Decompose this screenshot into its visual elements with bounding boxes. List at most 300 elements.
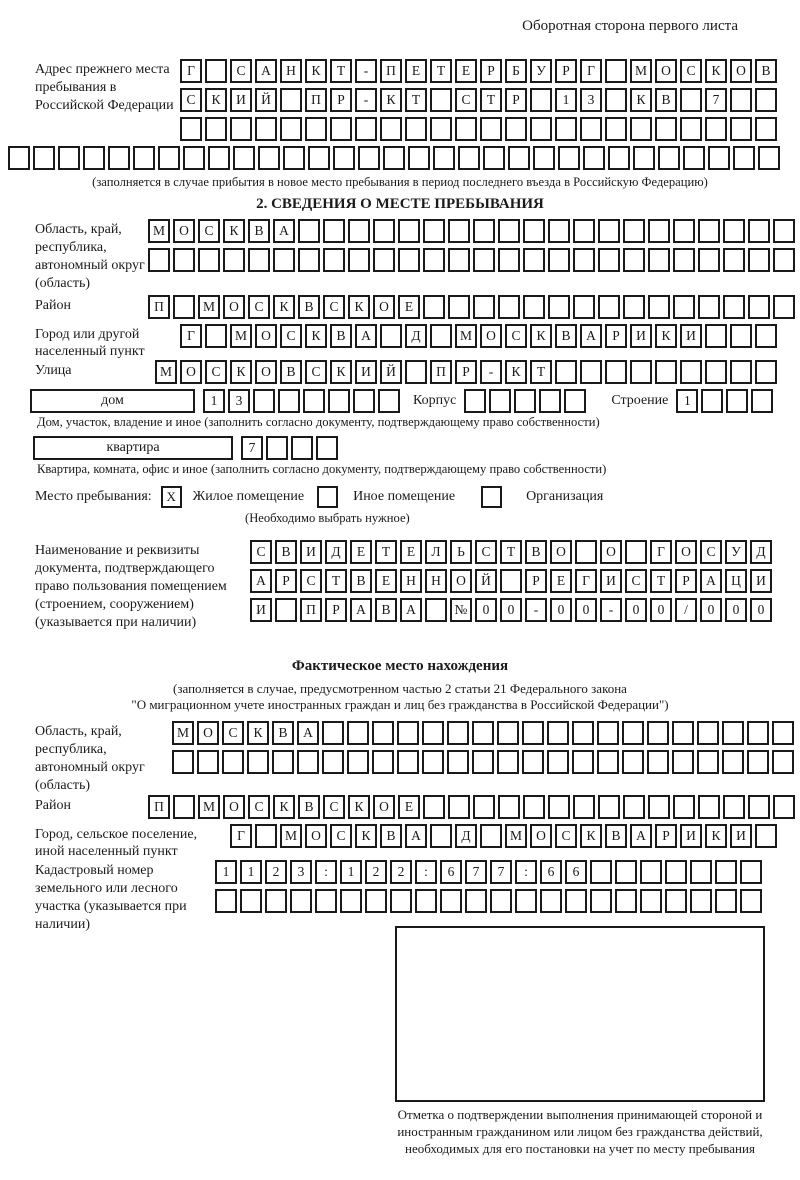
char-cell: К xyxy=(305,59,327,83)
stay-option-residential-label: Жилое помещение xyxy=(192,489,305,504)
char-cell xyxy=(605,59,627,83)
apartment-note: Квартира, комната, офис и иное (заполнить согласно документу, подтверждающему право собственности) xyxy=(37,462,607,476)
char-cell: А xyxy=(580,324,602,348)
char-cell: Н xyxy=(425,569,447,593)
char-cell xyxy=(723,295,745,319)
char-cell xyxy=(548,248,570,272)
char-cell: 7 xyxy=(465,860,487,884)
char-cell xyxy=(278,389,300,413)
char-cell xyxy=(748,219,770,243)
char-cell: Й xyxy=(255,88,277,112)
char-cell xyxy=(347,721,369,745)
char-cell: Д xyxy=(455,824,477,848)
actual-location-note-2: "О миграционном учете иностранных граждан и лиц без гражданства в Российской Федерации") xyxy=(131,697,669,712)
previous-address-row-1 xyxy=(180,59,800,83)
char-cell xyxy=(623,248,645,272)
char-cell xyxy=(440,889,462,913)
char-cell xyxy=(280,88,302,112)
char-cell: С xyxy=(305,360,327,384)
char-cell xyxy=(298,219,320,243)
char-cell xyxy=(523,248,545,272)
char-cell xyxy=(390,889,412,913)
char-cell xyxy=(108,146,130,170)
char-cell xyxy=(205,59,227,83)
char-cell: А xyxy=(700,569,722,593)
char-cell xyxy=(705,324,727,348)
char-cell xyxy=(480,117,502,141)
char-cell xyxy=(323,248,345,272)
char-cell xyxy=(380,324,402,348)
char-cell xyxy=(253,389,275,413)
char-cell xyxy=(564,389,586,413)
char-cell: К xyxy=(355,824,377,848)
char-cell: О xyxy=(450,569,472,593)
char-cell: П xyxy=(305,88,327,112)
char-cell xyxy=(548,795,570,819)
char-cell: В xyxy=(605,824,627,848)
char-cell xyxy=(575,540,597,564)
apartment-label-box: квартира xyxy=(33,436,233,460)
char-cell xyxy=(705,360,727,384)
char-cell: Е xyxy=(398,295,420,319)
char-cell xyxy=(291,436,313,460)
char-cell xyxy=(33,146,55,170)
char-cell xyxy=(489,389,511,413)
char-cell xyxy=(198,248,220,272)
char-cell xyxy=(290,889,312,913)
char-cell xyxy=(380,117,402,141)
char-cell xyxy=(447,721,469,745)
char-cell: 6 xyxy=(565,860,587,884)
char-cell xyxy=(548,295,570,319)
char-cell xyxy=(275,598,297,622)
char-cell xyxy=(205,117,227,141)
char-cell xyxy=(355,117,377,141)
char-cell: Ь xyxy=(450,540,472,564)
street-label: Улица xyxy=(35,363,72,378)
char-cell: К xyxy=(348,795,370,819)
char-cell xyxy=(673,219,695,243)
char-cell: П xyxy=(300,598,322,622)
char-cell xyxy=(497,750,519,774)
char-cell: В xyxy=(298,295,320,319)
char-cell xyxy=(398,248,420,272)
document-row-1 xyxy=(250,540,800,564)
char-cell: Е xyxy=(550,569,572,593)
char-cell xyxy=(265,889,287,913)
char-cell xyxy=(625,540,647,564)
char-cell xyxy=(425,598,447,622)
char-cell xyxy=(697,750,719,774)
char-cell xyxy=(180,117,202,141)
char-cell xyxy=(422,750,444,774)
char-cell: Р xyxy=(325,598,347,622)
char-cell xyxy=(333,146,355,170)
char-cell: М xyxy=(198,295,220,319)
char-cell xyxy=(472,750,494,774)
char-cell: А xyxy=(297,721,319,745)
char-cell: О xyxy=(305,824,327,848)
char-cell xyxy=(173,248,195,272)
char-cell: - xyxy=(480,360,502,384)
char-cell: Р xyxy=(505,88,527,112)
char-cell xyxy=(222,750,244,774)
char-cell xyxy=(505,117,527,141)
cadastre-row-1 xyxy=(215,860,800,884)
char-cell xyxy=(597,750,619,774)
char-cell: У xyxy=(725,540,747,564)
char-cell: 0 xyxy=(575,598,597,622)
char-cell xyxy=(8,146,30,170)
house-note: Дом, участок, владение и иное (заполнить согласно документу, подтверждающему право собственности) xyxy=(37,415,600,429)
char-cell xyxy=(539,389,561,413)
char-cell xyxy=(772,721,794,745)
char-cell: О xyxy=(223,795,245,819)
region-label: Область, край, республика, автономный округ (область) xyxy=(35,222,145,291)
char-cell: К xyxy=(705,824,727,848)
char-cell: Р xyxy=(655,824,677,848)
char-cell xyxy=(405,360,427,384)
char-cell xyxy=(622,721,644,745)
char-cell xyxy=(498,795,520,819)
previous-address-row-4 xyxy=(8,146,800,170)
char-cell: / xyxy=(675,598,697,622)
char-cell: 0 xyxy=(550,598,572,622)
char-cell: Р xyxy=(275,569,297,593)
char-cell xyxy=(483,146,505,170)
char-cell xyxy=(378,389,400,413)
char-cell: Г xyxy=(650,540,672,564)
region-group xyxy=(0,219,800,295)
char-cell xyxy=(523,295,545,319)
char-cell: Т xyxy=(500,540,522,564)
char-cell: С xyxy=(700,540,722,564)
char-cell: О xyxy=(173,219,195,243)
char-cell xyxy=(273,248,295,272)
char-cell: О xyxy=(600,540,622,564)
char-cell xyxy=(773,248,795,272)
char-cell: М xyxy=(455,324,477,348)
char-cell xyxy=(522,750,544,774)
char-cell: - xyxy=(355,59,377,83)
char-cell xyxy=(708,146,730,170)
char-cell: Е xyxy=(350,540,372,564)
char-cell xyxy=(430,117,452,141)
char-cell xyxy=(133,146,155,170)
char-cell xyxy=(173,295,195,319)
char-cell: К xyxy=(273,295,295,319)
char-cell: 3 xyxy=(290,860,312,884)
char-cell xyxy=(665,860,687,884)
char-cell xyxy=(266,436,288,460)
previous-address-group xyxy=(0,59,800,170)
char-cell: М xyxy=(198,795,220,819)
char-cell xyxy=(408,146,430,170)
char-cell xyxy=(573,295,595,319)
house-number-cells xyxy=(203,389,403,408)
char-cell: В xyxy=(248,219,270,243)
char-cell: М xyxy=(172,721,194,745)
char-cell xyxy=(255,117,277,141)
actual-region-row-1 xyxy=(172,721,800,745)
stay-type-row xyxy=(35,485,800,509)
char-cell xyxy=(622,750,644,774)
previous-address-label: Адрес прежнего места пребывания в Российской Федерации xyxy=(35,62,174,113)
char-cell xyxy=(623,795,645,819)
house-row xyxy=(30,389,800,413)
char-cell xyxy=(323,219,345,243)
char-cell: В xyxy=(275,540,297,564)
char-cell xyxy=(197,750,219,774)
char-cell xyxy=(572,750,594,774)
char-cell: С xyxy=(323,295,345,319)
char-cell xyxy=(515,889,537,913)
char-cell: А xyxy=(355,324,377,348)
char-cell: К xyxy=(223,219,245,243)
char-cell xyxy=(773,295,795,319)
char-cell: Т xyxy=(375,540,397,564)
char-cell: Б xyxy=(505,59,527,83)
char-cell: К xyxy=(330,360,352,384)
stay-option-organization-label: Организация xyxy=(526,489,604,504)
char-cell xyxy=(755,117,777,141)
char-cell xyxy=(522,721,544,745)
char-cell: К xyxy=(305,324,327,348)
char-cell xyxy=(473,795,495,819)
char-cell: М xyxy=(155,360,177,384)
char-cell xyxy=(623,295,645,319)
char-cell: А xyxy=(255,59,277,83)
document-group xyxy=(0,540,800,650)
char-cell xyxy=(347,750,369,774)
char-cell xyxy=(647,750,669,774)
char-cell: 3 xyxy=(580,88,602,112)
char-cell: Р xyxy=(480,59,502,83)
char-cell xyxy=(348,248,370,272)
char-cell xyxy=(748,795,770,819)
char-cell: Д xyxy=(325,540,347,564)
char-cell: Т xyxy=(480,88,502,112)
char-cell: И xyxy=(750,569,772,593)
char-cell: 2 xyxy=(390,860,412,884)
char-cell xyxy=(83,146,105,170)
char-cell: 7 xyxy=(490,860,512,884)
char-cell: С xyxy=(323,795,345,819)
char-cell xyxy=(473,295,495,319)
char-cell: П xyxy=(148,295,170,319)
korpus-cells xyxy=(464,389,589,404)
char-cell xyxy=(755,324,777,348)
char-cell xyxy=(747,721,769,745)
char-cell xyxy=(773,219,795,243)
char-cell xyxy=(280,117,302,141)
char-cell: К xyxy=(530,324,552,348)
cadastre-group xyxy=(0,860,800,932)
char-cell: О xyxy=(530,824,552,848)
char-cell: М xyxy=(230,324,252,348)
char-cell: А xyxy=(630,824,652,848)
char-cell: И xyxy=(250,598,272,622)
char-cell: Е xyxy=(455,59,477,83)
char-cell xyxy=(248,248,270,272)
char-cell xyxy=(698,795,720,819)
char-cell xyxy=(448,219,470,243)
char-cell: К xyxy=(247,721,269,745)
char-cell xyxy=(258,146,280,170)
char-cell xyxy=(315,889,337,913)
char-cell: С xyxy=(198,219,220,243)
actual-region-group xyxy=(0,721,800,795)
char-cell xyxy=(680,88,702,112)
district-label: Район xyxy=(35,298,71,313)
char-cell xyxy=(598,219,620,243)
char-cell xyxy=(680,360,702,384)
char-cell: 7 xyxy=(241,436,263,460)
char-cell xyxy=(672,721,694,745)
char-cell: - xyxy=(525,598,547,622)
char-cell xyxy=(730,360,752,384)
char-cell: 0 xyxy=(500,598,522,622)
char-cell xyxy=(680,117,702,141)
section2-title: 2. СВЕДЕНИЯ О МЕСТЕ ПРЕБЫВАНИЯ xyxy=(256,196,544,212)
char-cell xyxy=(372,721,394,745)
char-cell xyxy=(523,795,545,819)
char-cell xyxy=(630,117,652,141)
char-cell: Р xyxy=(605,324,627,348)
actual-district-group xyxy=(0,795,800,824)
char-cell: О xyxy=(373,795,395,819)
char-cell: М xyxy=(505,824,527,848)
char-cell xyxy=(633,146,655,170)
char-cell xyxy=(755,360,777,384)
char-cell: О xyxy=(223,295,245,319)
char-cell xyxy=(328,389,350,413)
region-row-1 xyxy=(148,219,800,243)
char-cell xyxy=(430,88,452,112)
char-cell xyxy=(422,721,444,745)
char-cell: В xyxy=(655,88,677,112)
char-cell xyxy=(405,117,427,141)
char-cell: И xyxy=(300,540,322,564)
char-cell xyxy=(415,889,437,913)
actual-location-note-1: (заполняется в случае, предусмотренном частью 2 статьи 21 Федерального закона xyxy=(173,681,627,696)
char-cell: 1 xyxy=(676,389,698,413)
char-cell: Т xyxy=(330,59,352,83)
char-cell xyxy=(397,750,419,774)
char-cell: В xyxy=(330,324,352,348)
char-cell xyxy=(598,295,620,319)
char-cell xyxy=(148,248,170,272)
char-cell: А xyxy=(250,569,272,593)
char-cell: 1 xyxy=(555,88,577,112)
char-cell: 2 xyxy=(365,860,387,884)
char-cell: И xyxy=(680,824,702,848)
char-cell: Г xyxy=(180,324,202,348)
char-cell xyxy=(316,436,338,460)
char-cell xyxy=(548,219,570,243)
char-cell xyxy=(305,117,327,141)
char-cell xyxy=(233,146,255,170)
char-cell xyxy=(383,146,405,170)
char-cell: Й xyxy=(475,569,497,593)
char-cell xyxy=(397,721,419,745)
char-cell xyxy=(247,750,269,774)
stay-option-other-label: Иное помещение xyxy=(353,489,456,504)
char-cell xyxy=(322,750,344,774)
char-cell: Й xyxy=(380,360,402,384)
city-row xyxy=(180,324,800,348)
char-cell: В xyxy=(380,824,402,848)
char-cell xyxy=(740,889,762,913)
char-cell: И xyxy=(230,88,252,112)
char-cell xyxy=(464,389,486,413)
char-cell xyxy=(490,889,512,913)
char-cell xyxy=(473,248,495,272)
char-cell: С xyxy=(330,824,352,848)
char-cell xyxy=(726,389,748,413)
char-cell xyxy=(205,324,227,348)
char-cell: 3 xyxy=(228,389,250,413)
char-cell xyxy=(172,750,194,774)
char-cell xyxy=(615,889,637,913)
char-cell: 1 xyxy=(215,860,237,884)
char-cell xyxy=(498,219,520,243)
district-row xyxy=(148,295,800,319)
char-cell xyxy=(648,248,670,272)
char-cell: Т xyxy=(325,569,347,593)
char-cell xyxy=(423,295,445,319)
char-cell xyxy=(658,146,680,170)
char-cell xyxy=(523,219,545,243)
char-cell: К xyxy=(580,824,602,848)
char-cell: 1 xyxy=(240,860,262,884)
char-cell: К xyxy=(348,295,370,319)
char-cell xyxy=(673,795,695,819)
char-cell: Л xyxy=(425,540,447,564)
char-cell xyxy=(572,721,594,745)
char-cell xyxy=(690,860,712,884)
char-cell: С xyxy=(205,360,227,384)
char-cell: Д xyxy=(750,540,772,564)
stroenie-label: Строение xyxy=(611,393,669,408)
char-cell: С xyxy=(230,59,252,83)
char-cell: О xyxy=(180,360,202,384)
char-cell xyxy=(423,795,445,819)
actual-district-label: Район xyxy=(35,798,71,813)
char-cell xyxy=(465,889,487,913)
char-cell: В xyxy=(555,324,577,348)
char-cell: - xyxy=(355,88,377,112)
char-cell xyxy=(533,146,555,170)
char-cell: В xyxy=(272,721,294,745)
char-cell: С xyxy=(180,88,202,112)
char-cell: П xyxy=(430,360,452,384)
char-cell: Г xyxy=(230,824,252,848)
char-cell xyxy=(722,750,744,774)
page-side-note: Оборотная сторона первого листа xyxy=(522,18,738,34)
stay-option-other-checkbox xyxy=(317,486,338,508)
char-cell: С xyxy=(300,569,322,593)
char-cell xyxy=(530,117,552,141)
char-cell: М xyxy=(280,824,302,848)
char-cell: : xyxy=(315,860,337,884)
char-cell xyxy=(722,721,744,745)
char-cell: К xyxy=(273,795,295,819)
char-cell: Е xyxy=(405,59,427,83)
char-cell xyxy=(498,248,520,272)
char-cell xyxy=(473,219,495,243)
char-cell: : xyxy=(415,860,437,884)
